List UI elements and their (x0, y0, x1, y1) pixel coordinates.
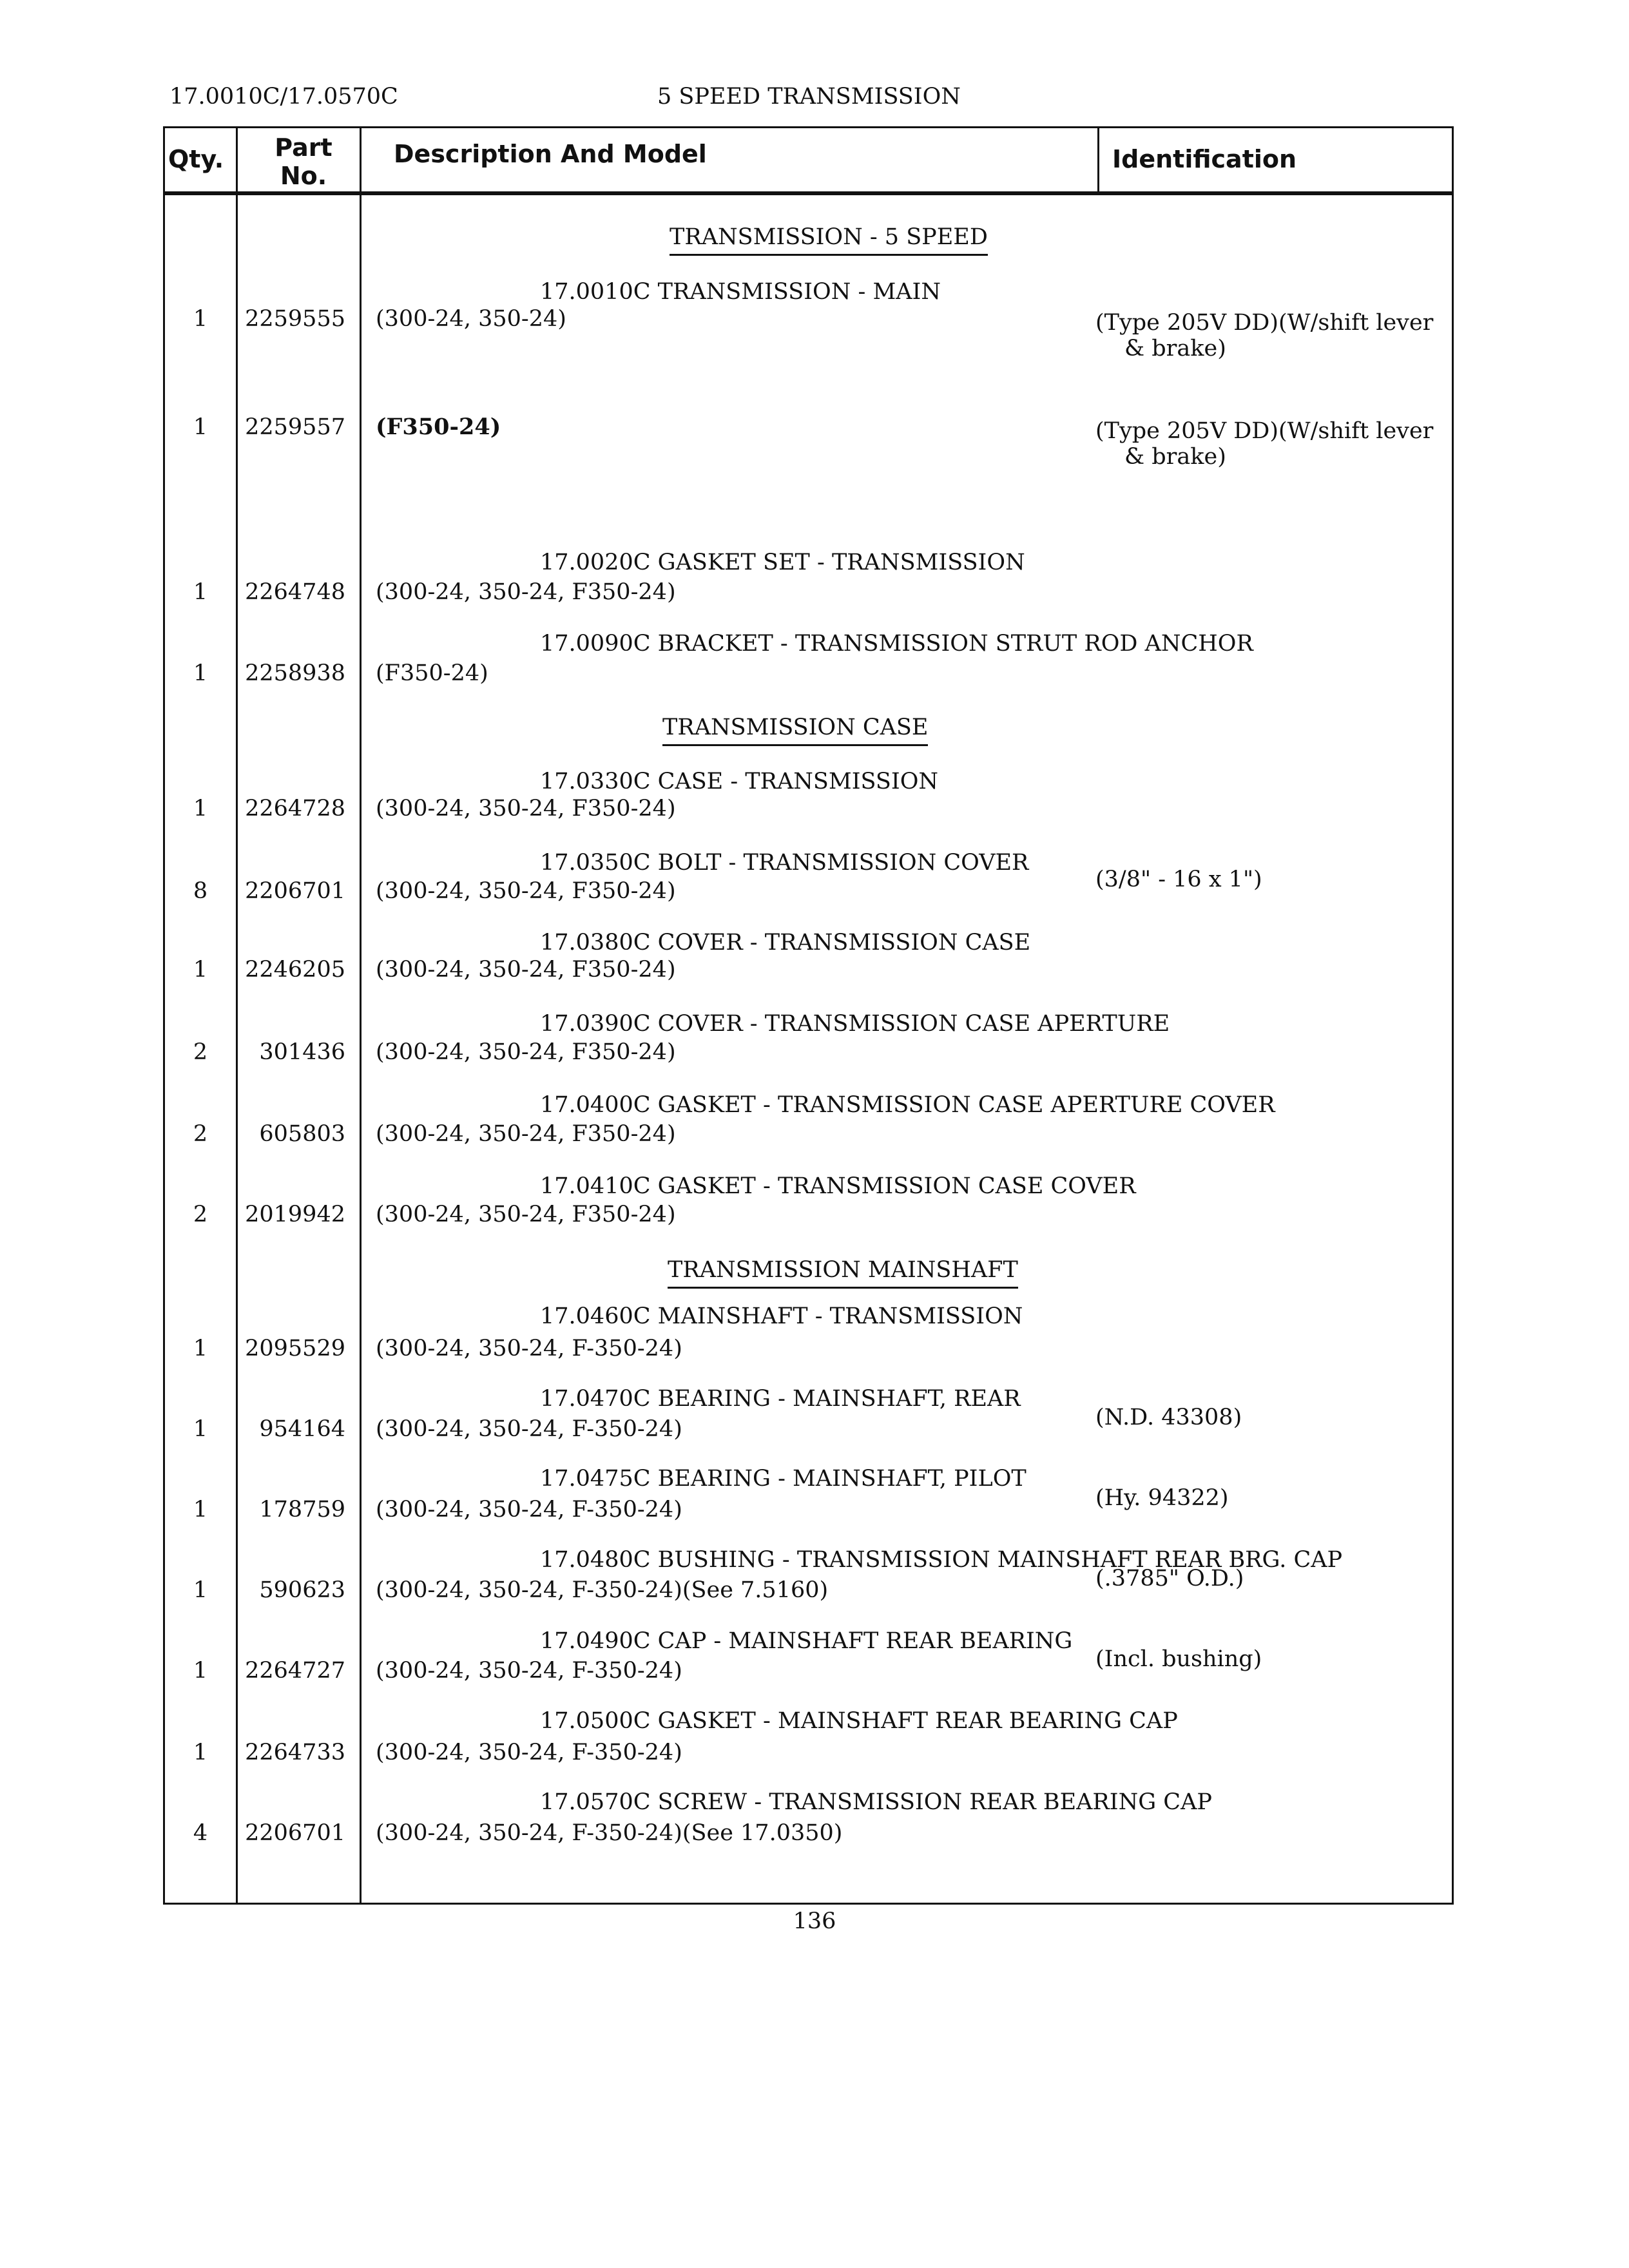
item-identification: (Type 205V DD)(W/shift lever (1095, 310, 1434, 336)
item-part-number: 2264748 (245, 579, 345, 605)
item-qty: 1 (193, 1336, 208, 1361)
item-code-description: 17.0490C CAP - MAINSHAFT REAR BEARING (540, 1628, 1073, 1654)
column-header-qty: Qty. (168, 145, 224, 173)
item-part-number: 590623 (259, 1577, 345, 1603)
item-part-number: 301436 (259, 1039, 345, 1065)
item-qty: 1 (193, 1416, 208, 1442)
item-model: (300-24, 350-24, F-350-24) (376, 1336, 682, 1361)
item-code-description: 17.0010C TRANSMISSION - MAIN (540, 279, 941, 305)
item-qty: 1 (193, 1497, 208, 1523)
item-qty: 2 (193, 1121, 208, 1147)
item-code-description: 17.0380C COVER - TRANSMISSION CASE (540, 930, 1031, 956)
item-model: (300-24, 350-24, F-350-24) (376, 1497, 682, 1523)
page-number: 136 (793, 1908, 836, 1934)
item-identification: (Incl. bushing) (1095, 1646, 1262, 1672)
item-qty: 1 (193, 660, 208, 686)
item-part-number: 2258938 (245, 660, 345, 686)
item-model: (300-24, 350-24, F-350-24)(See 17.0350) (376, 1820, 843, 1846)
item-part-number: 2206701 (245, 1820, 345, 1846)
item-code-description: 17.0480C BUSHING - TRANSMISSION MAINSHAFT REAR BRG. CAP (540, 1547, 1343, 1573)
column-divider (1097, 128, 1099, 193)
item-model: (300-24, 350-24, F-350-24) (376, 1658, 682, 1684)
item-code-description: 17.0390C COVER - TRANSMISSION CASE APERTURE (540, 1011, 1170, 1037)
item-part-number: 2246205 (245, 957, 345, 983)
item-part-number: 2095529 (245, 1336, 345, 1361)
item-part-number: 2264733 (245, 1740, 345, 1765)
item-qty: 1 (193, 1658, 208, 1684)
item-part-number: 2264727 (245, 1658, 345, 1684)
item-qty: 1 (193, 1577, 208, 1603)
item-part-number: 178759 (259, 1497, 345, 1523)
item-code-description: 17.0350C BOLT - TRANSMISSION COVER (540, 850, 1029, 876)
item-qty: 1 (193, 796, 208, 822)
item-part-number: 2206701 (245, 878, 345, 904)
item-part-number: 954164 (259, 1416, 345, 1442)
item-code-description: 17.0500C GASKET - MAINSHAFT REAR BEARING CAP (540, 1708, 1178, 1734)
item-qty: 8 (193, 878, 208, 904)
section-title: TRANSMISSION MAINSHAFT (668, 1257, 1018, 1289)
section-title: TRANSMISSION - 5 SPEED (670, 224, 988, 256)
parts-table (163, 126, 1454, 1905)
item-model: (300-24, 350-24, F350-24) (376, 1039, 676, 1065)
column-header-description: Description And Model (394, 140, 707, 168)
item-model: (300-24, 350-24) (376, 306, 566, 332)
item-part-number: 2259555 (245, 306, 345, 332)
item-code-description: 17.0475C BEARING - MAINSHAFT, PILOT (540, 1466, 1027, 1492)
item-identification: (.3785" O.D.) (1095, 1566, 1244, 1591)
item-model: (300-24, 350-24, F350-24) (376, 1121, 676, 1147)
item-part-number: 2019942 (245, 1202, 345, 1227)
header-rule (165, 191, 1452, 195)
item-part-number: 605803 (259, 1121, 345, 1147)
item-model: (300-24, 350-24, F-350-24) (376, 1416, 682, 1442)
item-qty: 1 (193, 579, 208, 605)
item-model: (300-24, 350-24, F350-24) (376, 957, 676, 983)
item-model: (300-24, 350-24, F350-24) (376, 1202, 676, 1227)
item-model: (300-24, 350-24, F350-24) (376, 796, 676, 822)
item-code-description: 17.0470C BEARING - MAINSHAFT, REAR (540, 1386, 1021, 1412)
item-model: (300-24, 350-24, F-350-24)(See 7.5160) (376, 1577, 829, 1603)
item-code-description: 17.0460C MAINSHAFT - TRANSMISSION (540, 1303, 1023, 1329)
item-identification: (N.D. 43308) (1095, 1405, 1242, 1430)
item-identification: & brake) (1124, 336, 1226, 361)
column-divider (236, 128, 238, 1903)
item-model: (300-24, 350-24, F350-24) (376, 878, 676, 904)
item-identification: & brake) (1124, 444, 1226, 470)
column-header-part: Part No. (275, 133, 333, 190)
header-title: 5 SPEED TRANSMISSION (657, 84, 961, 110)
item-part-number: 2259557 (245, 414, 345, 440)
item-model: (F350-24) (376, 414, 501, 440)
item-qty: 1 (193, 1740, 208, 1765)
item-code-description: 17.0330C CASE - TRANSMISSION (540, 769, 939, 794)
column-divider (360, 128, 361, 1903)
item-model: (300-24, 350-24, F-350-24) (376, 1740, 682, 1765)
item-qty: 1 (193, 306, 208, 332)
item-qty: 4 (193, 1820, 208, 1846)
item-code-description: 17.0570C SCREW - TRANSMISSION REAR BEARING CAP (540, 1789, 1212, 1815)
item-qty: 2 (193, 1039, 208, 1065)
item-model: (F350-24) (376, 660, 488, 686)
item-code-description: 17.0020C GASKET SET - TRANSMISSION (540, 550, 1025, 575)
item-identification: (Type 205V DD)(W/shift lever (1095, 418, 1434, 444)
item-part-number: 2264728 (245, 796, 345, 822)
column-header-identification: Identification (1112, 145, 1297, 173)
item-code-description: 17.0400C GASKET - TRANSMISSION CASE APERTURE COVER (540, 1092, 1275, 1118)
item-code-description: 17.0410C GASKET - TRANSMISSION CASE COVER (540, 1173, 1136, 1199)
header-part-range: 17.0010C/17.0570C (169, 84, 398, 110)
item-qty: 1 (193, 414, 208, 440)
item-identification: (Hy. 94322) (1095, 1485, 1229, 1511)
section-title: TRANSMISSION CASE (662, 715, 928, 746)
item-identification: (3/8" - 16 x 1") (1095, 867, 1262, 892)
item-model: (300-24, 350-24, F350-24) (376, 579, 676, 605)
item-qty: 2 (193, 1202, 208, 1227)
item-qty: 1 (193, 957, 208, 983)
item-code-description: 17.0090C BRACKET - TRANSMISSION STRUT ROD ANCHOR (540, 631, 1253, 657)
